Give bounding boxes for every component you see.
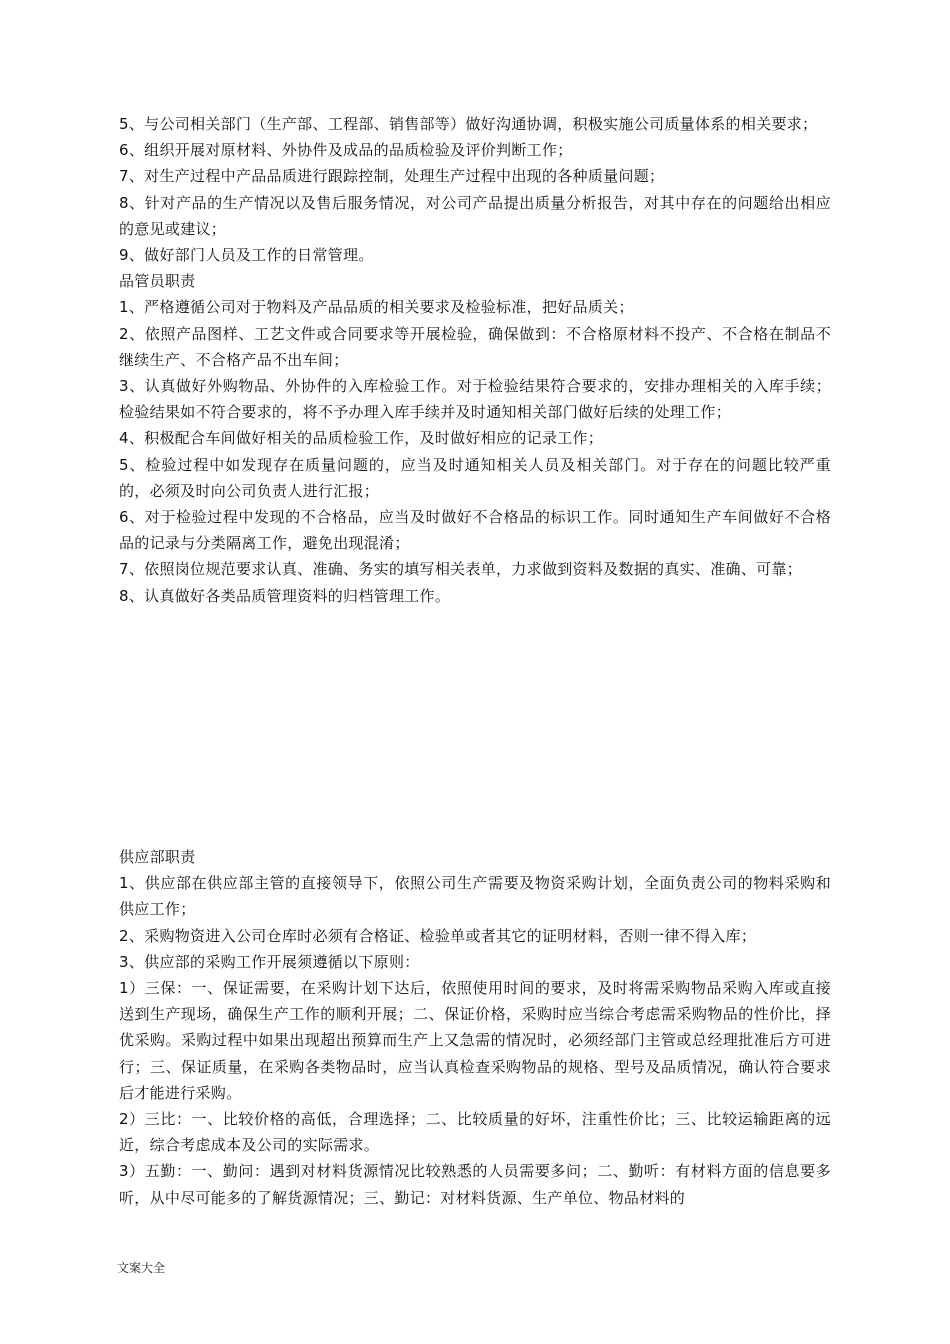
paragraph: 7、对生产过程中产品品质进行跟踪控制，处理生产过程中出现的各种质量问题； [119,167,665,186]
paragraph: 1、供应部在供应部主管的直接领导下，依照公司生产需要及物资采购计划，全面负责公司的物料采购和供应工作； [119,874,831,919]
paragraph: 5、与公司相关部门（生产部、工程部、销售部等）做好沟通协调，积极实施公司质量体系的相关要求； [119,115,818,133]
paragraph: 1、严格遵循公司对于物料及产品品质的相关要求及检验标准，把好品质关； [119,298,634,317]
paragraph: 6、对于检验过程中发现的不合格品，应当及时做好不合格品的标识工作。同时通知生产车间做好不合格品的记录与分类隔离工作，避免出现混淆； [119,508,831,553]
paragraph: 2、采购物资进入公司仓库时必须有合格证、检验单或者其它的证明材料，否则一律不得入库； [119,926,757,945]
duties-section-top [119,111,831,609]
paragraph: 8、认真做好各类品质管理资料的归档管理工作。 [119,586,451,605]
paragraph: 2）三比：一、比较价格的高低，合理选择；二、比较质量的好坏，注重性价比；三、比较运输距离的远近，综合考虑成本及公司的实际需求。 [119,1110,831,1155]
section-heading-supply-dept: 供应部职责 [119,848,196,866]
paragraph: 3、供应部的采购工作开展须遵循以下原则： [119,952,420,971]
paragraph: 4、积极配合车间做好相关的品质检验工作，及时做好相应的记录工作； [119,429,604,448]
paragraph: 2、依照产品图样、工艺文件或合同要求等开展检验，确保做到：不合格原材料不投产、不合格在制品不继续生产、不合格产品不出车间； [119,324,831,369]
paragraph: 7、依照岗位规范要求认真、准确、务实的填写相关表单，力求做到资料及数据的真实、准确、可靠； [119,560,803,579]
section-heading-quality-inspector: 品管员职责 [119,272,196,291]
paragraph: 9、做好部门人员及工作的日常管理。 [119,246,374,265]
paragraph: 6、组织开展对原材料、外协件及成品的品质检验及评价判断工作； [119,141,573,160]
paragraph: 5、检验过程中如发现存在质量问题的，应当及时通知相关人员及相关部门。对于存在的问题比较严重的，必须及时向公司负责人进行汇报； [119,455,831,500]
duties-section-bottom [119,844,831,1211]
paragraph: 8、针对产品的生产情况以及售后服务情况，对公司产品提出质量分析报告，对其中存在的问题给出相应的意见或建议； [119,193,831,238]
page-footer: 文案大全 [117,1261,166,1275]
paragraph: 3）五勤：一、勤问：遇到对材料货源情况比较熟悉的人员需要多问；二、勤听：有材料方面的信息要多听，从中尽可能多的了解货源情况；三、勤记：对材料货源、生产单位、物品材料的 [119,1162,831,1207]
paragraph: 3、认真做好外购物品、外协件的入库检验工作。对于检验结果符合要求的，安排办理相关的入库手续；检验结果如不符合要求的，将不予办理入库手续并及时通知相关部门做好后续的处理工作； [119,377,831,422]
paragraph: 1）三保：一、保证需要，在采购计划下达后，依照使用时间的要求，及时将需采购物品采购入库或直接送到生产现场，确保生产工作的顺利开展；二、保证价格，采购时应当综合考虑需采购物品的性价比，择优采购。采购过程中如果出现超出预算而生产上又急需的情况时，必须经部门主管或总经理批准后方可进行；三、保证质量，在采购各类物品时，应当认真检查采购物品的规格、型号及品质情况，确认符合要求后才能进行采购。 [119,979,831,1102]
